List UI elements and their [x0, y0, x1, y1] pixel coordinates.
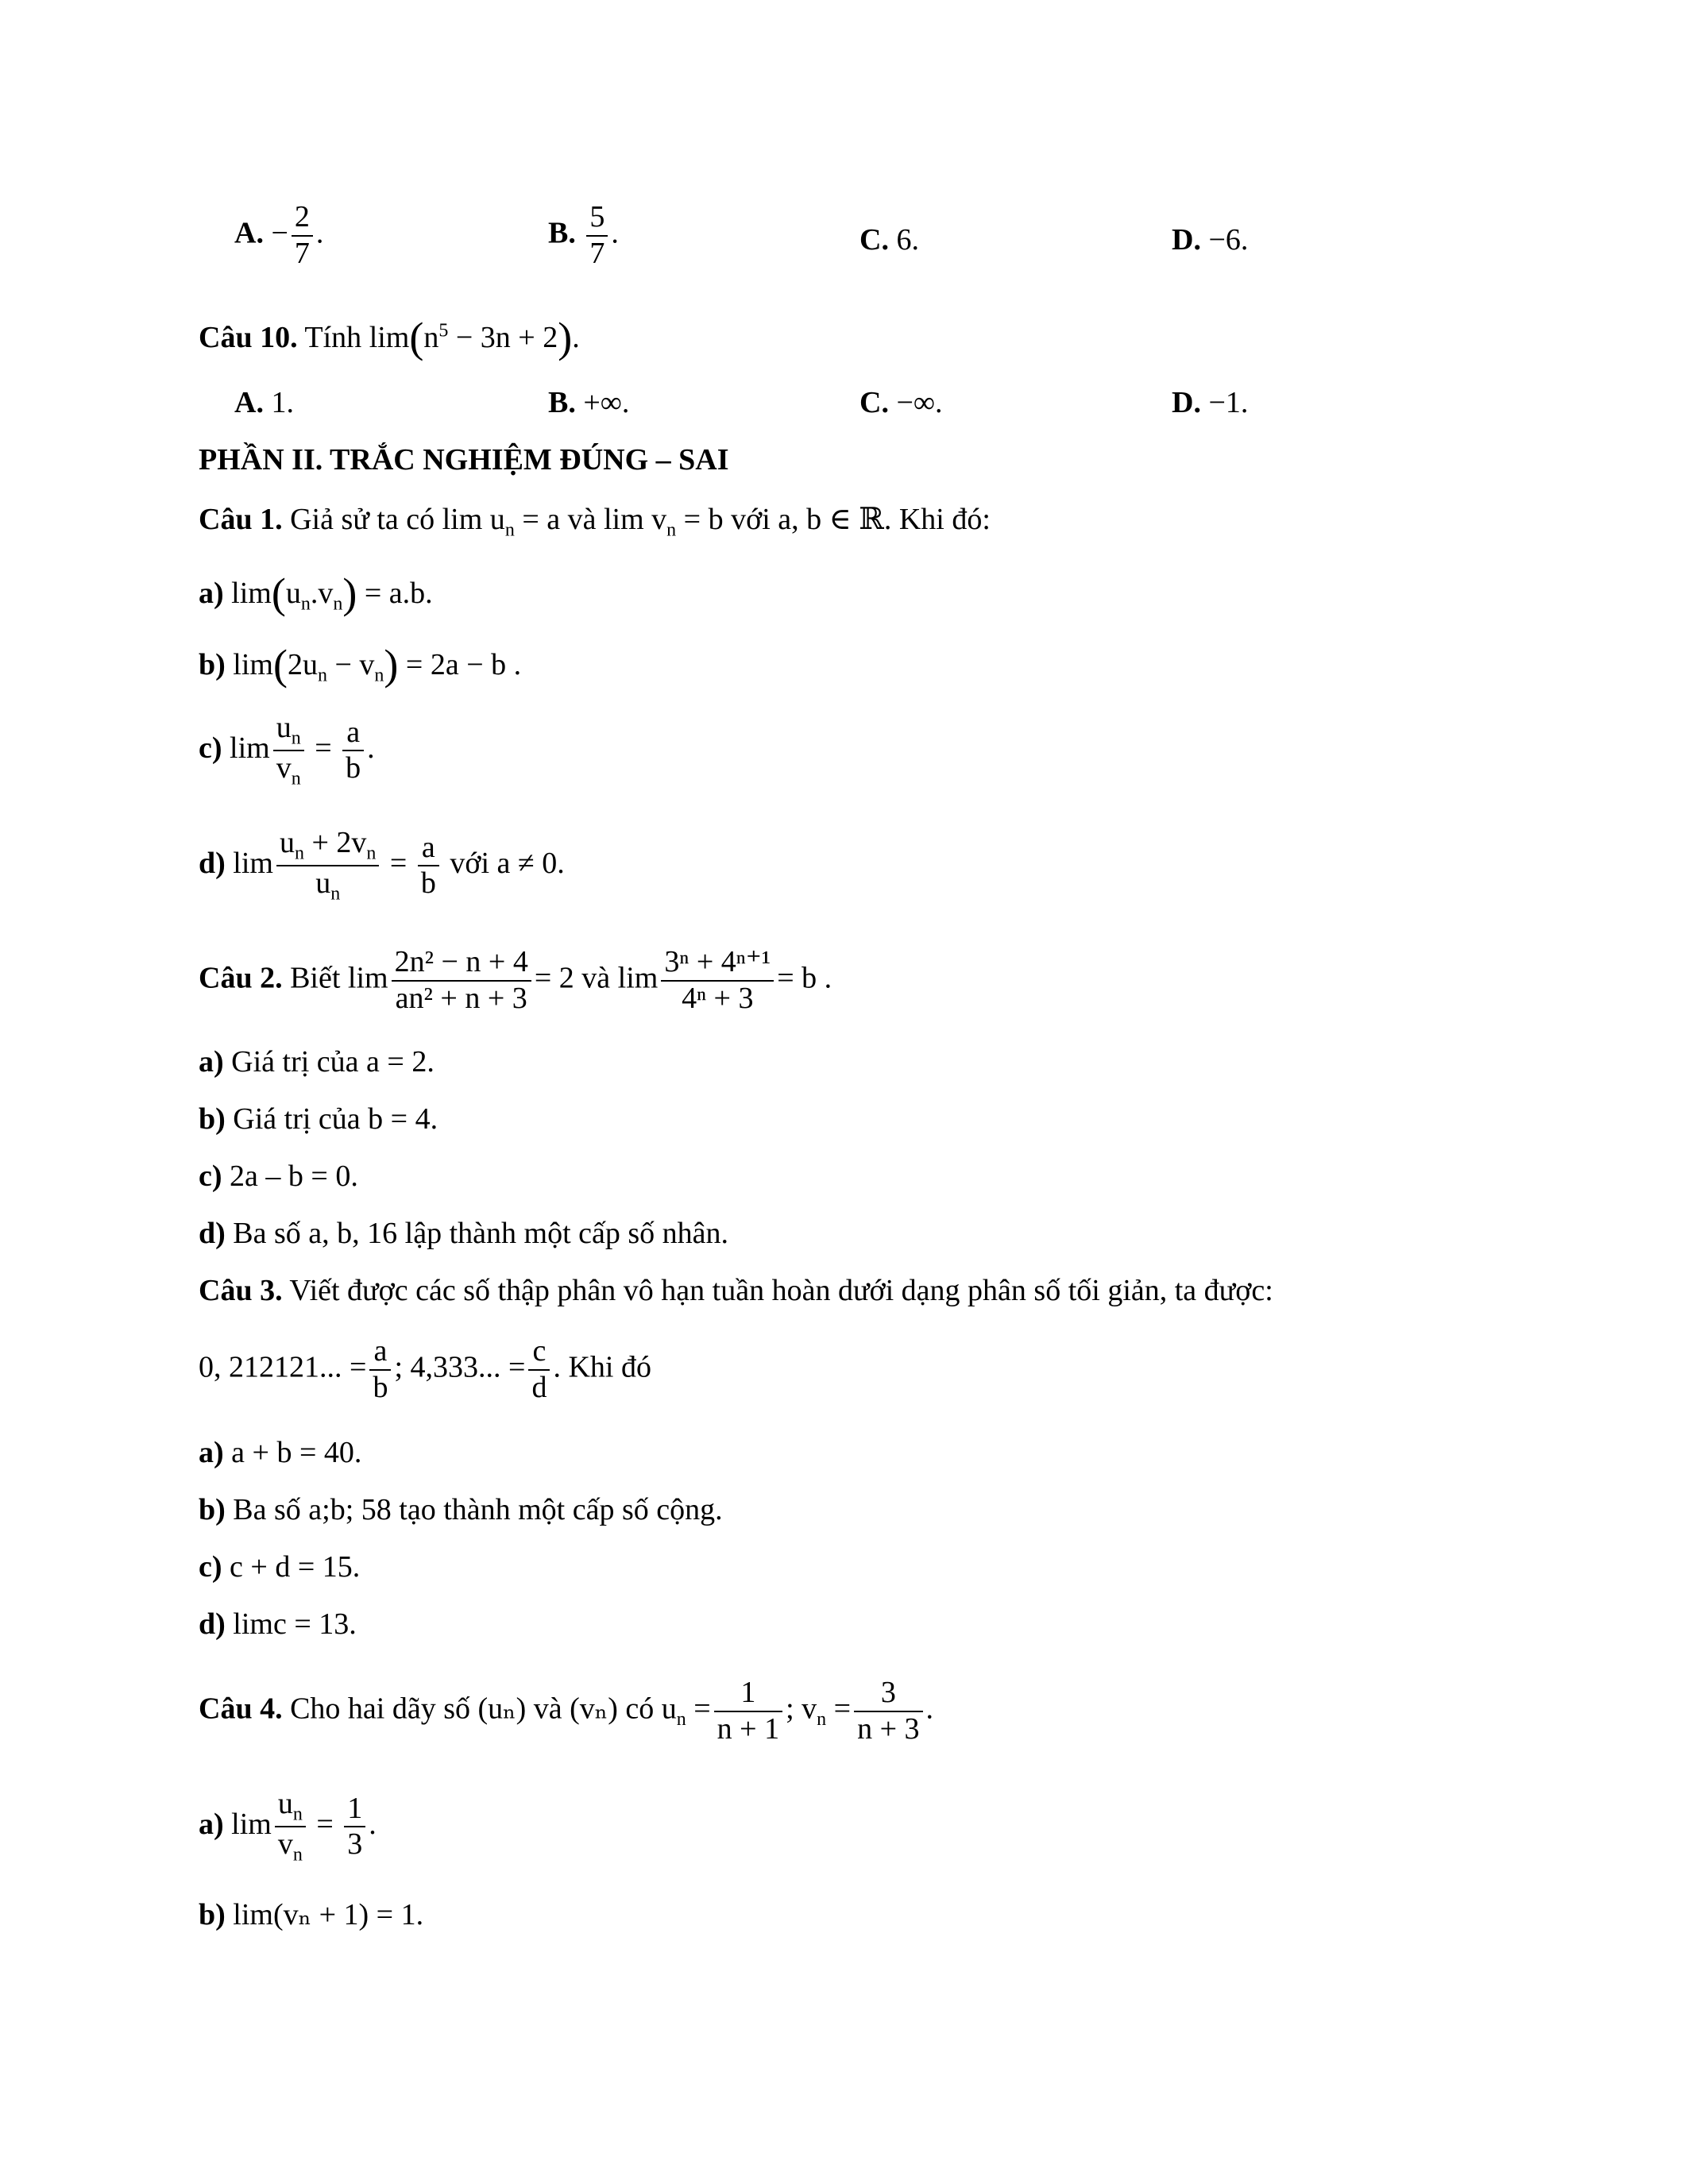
- cau-4-stem: Câu 4. Cho hai dãy số (uₙ) và (vₙ) có $u_n$ = $\frac{1}{n + 1}$ ; $v_n$ = $\frac{3}{n + 3}$ .: [199, 1676, 934, 1746]
- cau-1-b: b) $\lim(2u_n - v_n) = 2a - b$ .: [199, 641, 522, 689]
- cau-3-stem: Câu 3. Viết được các số thập phân vô hạn tuần hoàn dưới dạng phân số tối giản, ta được:: [199, 1274, 1273, 1307]
- cau-1-a: a) $\lim(u_n.v_n) = a.b$.: [199, 569, 433, 617]
- cau-1-c: c) lim $\frac{u_n}{v_n}$ = $\frac{a}{b}$ .: [199, 711, 375, 789]
- cau-2-b: b) Giá trị của b = 4.: [199, 1102, 438, 1136]
- q9-option-b: B. $\frac{5}{7}$ .: [548, 200, 619, 270]
- q10-option-d: D. −1.: [1172, 386, 1249, 419]
- q9-option-c: C. 6.: [859, 223, 919, 257]
- cau-4-a: a) lim $\frac{u_n}{v_n}$ = $\frac{1}{3}$ .: [199, 1787, 377, 1866]
- cau-3-a: a) a + b = 40.: [199, 1436, 362, 1469]
- cau-4-b: b) lim(vₙ + 1) = 1.: [199, 1898, 424, 1931]
- cau-3-d: d) limc = 13.: [199, 1607, 357, 1641]
- cau-3-c: c) c + d = 15.: [199, 1550, 361, 1584]
- cau-3-b: b) Ba số a;b; 58 tạo thành một cấp số cộng.: [199, 1493, 723, 1526]
- q9-option-d: D. −6.: [1172, 223, 1249, 257]
- cau-1-stem: Câu 1. Giả sử ta có $\lim u_n = a$ và $\lim v_n = b$ với a, b ∈ ℝ. Khi đó:: [199, 503, 991, 541]
- q10-option-c: C. −∞.: [859, 386, 943, 419]
- q10-option-a: A. 1.: [234, 386, 294, 419]
- cau-2-stem: Câu 2. Biết lim $\frac{\text{2n² − n + 4}}{\text{an² + n + 3}}$ = 2 và lim $\frac{\text{3ⁿ + 4ⁿ⁺¹}}{\text{4ⁿ + 3}}$ = b .: [199, 945, 832, 1015]
- cau-2-c: c) 2a – b = 0.: [199, 1160, 358, 1193]
- cau-2-d: d) Ba số a, b, 16 lập thành một cấp số nhân.: [199, 1217, 729, 1250]
- q10-option-b: B. +∞.: [548, 386, 630, 419]
- cau-2-a: a) Giá trị của a = 2.: [199, 1045, 435, 1078]
- cau-3-expr: 0, 212121... = $\frac{a}{b}$ ; 4,333... = $\frac{c}{d}$ . Khi đó: [199, 1334, 651, 1404]
- q9-option-a: A. − $\frac{2}{7}$ .: [234, 200, 324, 270]
- section-2-title: PHẦN II. TRẮC NGHIỆM ĐÚNG – SAI: [199, 443, 729, 477]
- cau-1-d: d) lim $\frac{u_n + 2v_n}{u_n}$ = $\frac{a}{b}$ với a ≠ 0.: [199, 826, 565, 905]
- question-10: Câu 10. Tính $\lim(n^5 - 3n + 2)$.: [199, 314, 580, 361]
